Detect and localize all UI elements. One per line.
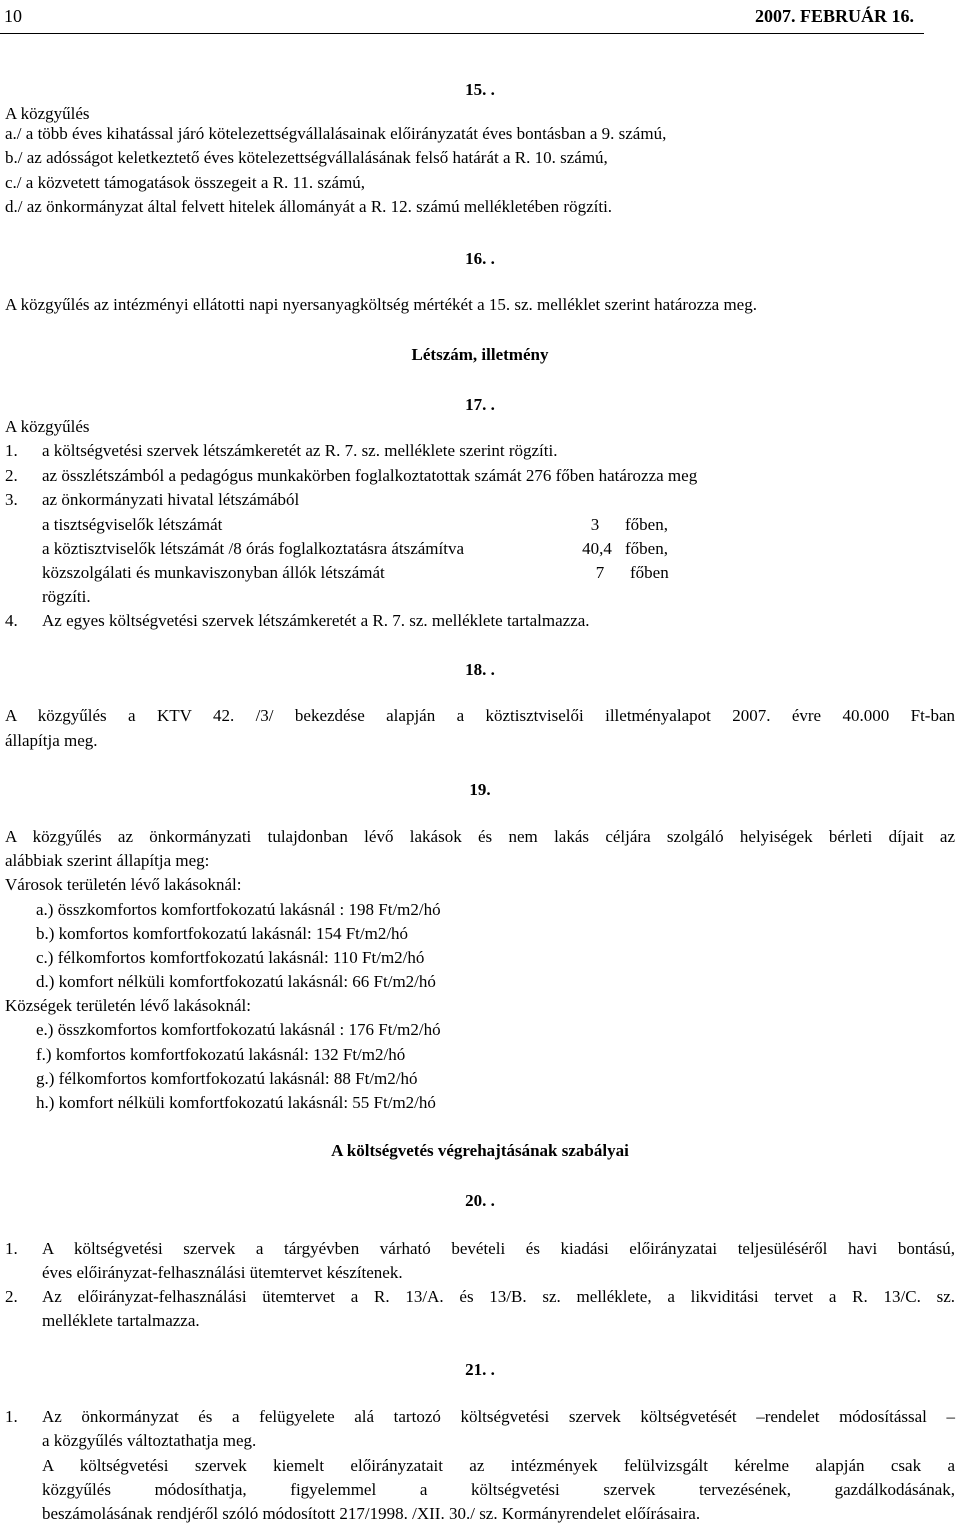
section-21-heading: 21. . [465,1360,495,1379]
s15-item-c: c./ a közvetett támogatások összegeit a R. 11. számú, [5,173,366,192]
s17-item-4: Az egyes költségvetési szervek létszámkeretét a R. 7. sz. melléklete tartalmazza. [42,611,590,630]
s17-intro: A közgyűlés [5,417,90,436]
s16-text: A közgyűlés az intézményi ellátotti napi nyersanyagköltség mértékét a 15. sz. melléklet szerint határozza meg. [5,295,757,314]
section-title-letszam: Létszám, illetmény [411,345,549,364]
s21-item-1-line4: közgyűlés módosíthatja, figyelemmel a költségvetési szervek tervezésének, gazdálkodásának, [42,1480,955,1499]
s17-item-1: a költségvetési szervek létszámkeretét az R. 7. sz. melléklete szerint rögzíti. [42,441,558,460]
s17-item-2: az összlétszámból a pedagógus munkakörben foglalkoztatottak számát 276 főben határozza meg [42,466,698,485]
s19-text-line2: alábbiak szerint állapítja meg: [5,851,210,870]
section-18-heading: 18. . [465,660,495,679]
s17-row3-value: 7 [595,563,605,582]
s19-item-c: c.) félkomfortos komfortfokozatú lakásnál: 110 Ft/m2/hó [36,948,425,967]
s17-row1-label: a tisztségviselők létszámát [42,515,223,534]
s20-num-2: 2. [5,1287,18,1306]
s17-row3-unit: főben [630,563,669,582]
s19-group-varosok: Városok területén lévő lakásoknál: [5,875,242,894]
s17-num-4: 4. [5,611,18,630]
s19-item-g: g.) félkomfortos komfortfokozatú lakásnál: 88 Ft/m2/hó [36,1069,418,1088]
section-17-heading: 17. . [465,395,495,414]
s15-item-d: d./ az önkormányzat által felvett hitelek állományát a R. 12. számú mellékletében rögzíti. [5,197,613,216]
s19-item-h: h.) komfort nélküli komfortfokozatú lakásnál: 55 Ft/m2/hó [36,1093,436,1112]
s21-item-1-line5: beszámolásának rendjéről szóló módosított 217/1998. /XII. 30./ sz. Kormányrendelet előírásaira. [42,1504,701,1523]
section-19-heading: 19. [469,780,491,799]
s20-num-1: 1. [5,1239,18,1258]
section-15-heading: 15. . [465,80,495,99]
s21-item-1-line1: Az önkormányzat és a felügyelete alá tartozó költségvetési szervek költségvetését –rendelet módosítással – [42,1407,955,1426]
header-date: 2007. FEBRUÁR 16. [754,6,914,26]
s19-item-d: d.) komfort nélküli komfortfokozatú lakásnál: 66 Ft/m2/hó [36,972,436,991]
s19-item-f: f.) komfortos komfortfokozatú lakásnál: 132 Ft/m2/hó [36,1045,406,1064]
s21-num-1: 1. [5,1407,18,1426]
s17-num-3: 3. [5,490,18,509]
s15-item-a: a./ a több éves kihatással járó kötelezettségvállalásainak előirányzatát éves bontásban a 9. számú, [5,124,667,143]
s20-item-1-line1: A költségvetési szervek a tárgyévben várható bevételi és kiadási előirányzatai teljesüléséről havi bontású, [42,1239,955,1258]
s20-item-2-line2: melléklete tartalmazza. [42,1311,200,1330]
s19-text-line1: A közgyűlés az önkormányzati tulajdonban lévő lakások és nem lakás céljára szolgáló helyiségek bérleti díjait az [5,827,955,846]
s15-item-b: b./ az adósságot keletkeztető éves kötelezettségvállalásának felső határát a R. 10. számú, [5,148,608,167]
s17-row2-label: a köztisztviselők létszámát /8 órás foglalkoztatásra átszámítva [42,539,465,558]
s17-rogziti: rögzíti. [42,587,91,606]
section-title-kvh: A költségvetés végrehajtásának szabályai [331,1141,629,1160]
section-20-heading: 20. . [465,1191,495,1210]
s17-item-3: az önkormányzati hivatal létszámából [42,490,300,509]
s21-item-1-line2: a közgyűlés változtathatja meg. [42,1431,257,1450]
header-rule [0,33,924,34]
s20-item-1-line2: éves előirányzat-felhasználási ütemtervet készítenek. [42,1263,403,1282]
s18-text-line2: állapítja meg. [5,731,98,750]
s17-row1-value: 3 [590,515,600,534]
s20-item-2-line1: Az előirányzat-felhasználási ütemtervet a R. 13/A. és 13/B. sz. melléklete, a likviditási tervet a R. 13/C. sz. [42,1287,955,1306]
s17-row2-unit: főben, [625,539,668,558]
s18-text-line1: A közgyűlés a KTV 42. /3/ bekezdése alapján a köztisztviselői illetményalapot 2007. évre 40.000 Ft-ban [5,706,955,725]
s15-intro: A közgyűlés [5,104,90,123]
s19-group-kozsegek: Községek területén lévő lakásoknál: [5,996,251,1015]
s17-row1-unit: főben, [625,515,668,534]
s17-num-2: 2. [5,466,18,485]
s17-row3-label: közszolgálati és munkaviszonyban állók létszámát [42,563,385,582]
s17-num-1: 1. [5,441,18,460]
s21-item-1-line3: A költségvetési szervek kiemelt előirányzatait az intézmények felülvizsgált kérelme alapján csak a [42,1456,955,1475]
page-number: 10 [4,6,22,26]
s17-row2-value: 40,4 [582,539,612,558]
s19-item-b: b.) komfortos komfortfokozatú lakásnál: 154 Ft/m2/hó [36,924,409,943]
section-16-heading: 16. . [465,249,495,268]
s19-item-a: a.) összkomfortos komfortfokozatú lakásnál : 198 Ft/m2/hó [36,900,441,919]
s19-item-e: e.) összkomfortos komfortfokozatú lakásnál : 176 Ft/m2/hó [36,1020,441,1039]
